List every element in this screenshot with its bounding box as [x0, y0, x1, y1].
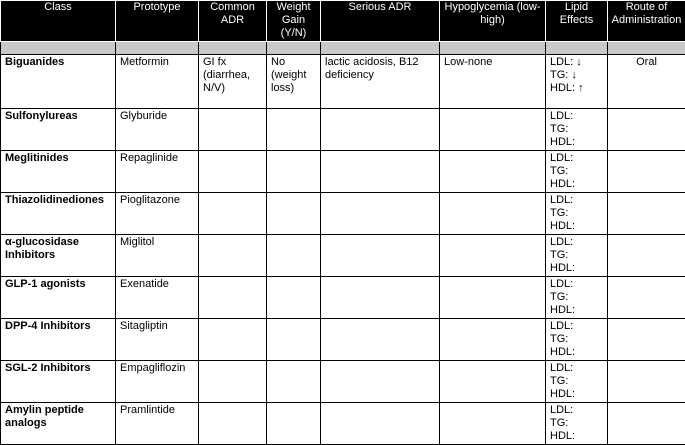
lipid-hdl-label: HDL:	[550, 262, 603, 275]
header-common-adr: Common ADR	[199, 1, 267, 42]
lipid-effects-cell	[546, 193, 608, 235]
lipid-tg-label: TG: ↓	[550, 69, 603, 82]
prototype-cell: Repaglinide	[116, 151, 199, 193]
lipid-ldl-label: LDL: ↓	[550, 56, 603, 69]
lipid-ldl-label: LDL:	[550, 362, 603, 375]
serious-adr-cell	[321, 277, 440, 319]
prototype-cell: Pramlintide	[116, 403, 199, 445]
lipid-tg-label: TG:	[550, 333, 603, 346]
header-lipid-effects: Lipid Effects	[546, 1, 608, 42]
prototype-cell: Pioglitazone	[116, 193, 199, 235]
lipid-effects-cell	[546, 277, 608, 319]
weight-gain-cell	[267, 193, 321, 235]
class-cell: Amylin peptide analogs	[1, 403, 116, 445]
lipid-tg-label: TG:	[550, 417, 603, 430]
class-cell: DPP-4 Inhibitors	[1, 319, 116, 361]
route-cell	[608, 193, 685, 235]
lipid-effects-cell	[546, 109, 608, 151]
hypoglycemia-cell	[440, 319, 546, 361]
class-cell: α-glucosidase Inhibitors	[1, 235, 116, 277]
common-adr-cell	[199, 109, 267, 151]
common-adr-cell: GI fx (diarrhea, N/V)	[199, 55, 267, 109]
prototype-cell: Empagliflozin	[116, 361, 199, 403]
table-row	[1, 277, 685, 319]
common-adr-cell	[199, 235, 267, 277]
serious-adr-cell	[321, 235, 440, 277]
serious-adr-cell	[321, 319, 440, 361]
common-adr-cell	[199, 319, 267, 361]
prototype-cell: Metformin	[116, 55, 199, 109]
class-cell: GLP-1 agonists	[1, 277, 116, 319]
lipid-effects-cell	[546, 361, 608, 403]
weight-gain-cell	[267, 151, 321, 193]
weight-gain-cell	[267, 277, 321, 319]
class-cell: Biguanides	[1, 55, 116, 109]
table-row	[1, 319, 685, 361]
route-cell	[608, 361, 685, 403]
lipid-hdl-label: HDL:	[550, 346, 603, 359]
lipid-ldl-label: LDL:	[550, 320, 603, 333]
header-hypoglycemia: Hypoglycemia (low-high)	[440, 1, 546, 42]
header-class: Class	[1, 1, 116, 42]
lipid-hdl-label: HDL:	[550, 388, 603, 401]
lipid-hdl-label: HDL:	[550, 430, 603, 443]
route-cell: Oral	[608, 55, 685, 109]
common-adr-cell	[199, 403, 267, 445]
table-row	[1, 151, 685, 193]
lipid-tg-label: TG:	[550, 165, 603, 178]
hypoglycemia-cell	[440, 193, 546, 235]
header-prototype: Prototype	[116, 1, 199, 42]
class-cell: Meglitinides	[1, 151, 116, 193]
prototype-cell: Exenatide	[116, 277, 199, 319]
route-cell	[608, 319, 685, 361]
lipid-ldl-label: LDL:	[550, 152, 603, 165]
lipid-tg-label: TG:	[550, 249, 603, 262]
serious-adr-cell	[321, 151, 440, 193]
common-adr-cell	[199, 151, 267, 193]
prototype-cell: Glyburide	[116, 109, 199, 151]
serious-adr-cell: lactic acidosis, B12 deficiency	[321, 55, 440, 109]
lipid-hdl-label: HDL:	[550, 220, 603, 233]
lipid-tg-label: TG:	[550, 123, 603, 136]
lipid-hdl-label: HDL: ↑	[550, 82, 603, 95]
table-row	[1, 55, 685, 109]
lipid-ldl-label: LDL:	[550, 404, 603, 417]
lipid-ldl-label: LDL:	[550, 278, 603, 291]
lipid-ldl-label: LDL:	[550, 236, 603, 249]
lipid-effects-cell	[546, 403, 608, 445]
serious-adr-cell	[321, 193, 440, 235]
header-weight-gain: Weight Gain (Y/N)	[267, 1, 321, 42]
hypoglycemia-cell	[440, 109, 546, 151]
header-row	[1, 1, 685, 42]
common-adr-cell	[199, 277, 267, 319]
lipid-hdl-label: HDL:	[550, 136, 603, 149]
hypoglycemia-cell: Low-none	[440, 55, 546, 109]
prototype-cell: Sitagliptin	[116, 319, 199, 361]
lipid-hdl-label: HDL:	[550, 178, 603, 191]
lipid-hdl-label: HDL:	[550, 304, 603, 317]
common-adr-cell	[199, 361, 267, 403]
weight-gain-cell	[267, 403, 321, 445]
header-serious-adr: Serious ADR	[321, 1, 440, 42]
hypoglycemia-cell	[440, 235, 546, 277]
lipid-effects-cell	[546, 55, 608, 109]
lipid-tg-label: TG:	[550, 291, 603, 304]
header-route: Route of Administration	[608, 1, 685, 42]
shaded-spacer-row	[1, 42, 685, 55]
route-cell	[608, 277, 685, 319]
weight-gain-cell	[267, 319, 321, 361]
lipid-effects-cell	[546, 235, 608, 277]
prototype-cell: Miglitol	[116, 235, 199, 277]
serious-adr-cell	[321, 361, 440, 403]
lipid-tg-label: TG:	[550, 207, 603, 220]
common-adr-cell	[199, 193, 267, 235]
table-row	[1, 403, 685, 445]
lipid-tg-label: TG:	[550, 375, 603, 388]
weight-gain-cell	[267, 235, 321, 277]
route-cell	[608, 109, 685, 151]
hypoglycemia-cell	[440, 361, 546, 403]
route-cell	[608, 235, 685, 277]
table-row	[1, 193, 685, 235]
serious-adr-cell	[321, 403, 440, 445]
lipid-effects-cell	[546, 151, 608, 193]
weight-gain-cell	[267, 109, 321, 151]
table-row	[1, 235, 685, 277]
class-cell: SGL-2 Inhibitors	[1, 361, 116, 403]
route-cell	[608, 151, 685, 193]
class-cell: Sulfonylureas	[1, 109, 116, 151]
table-row	[1, 361, 685, 403]
lipid-ldl-label: LDL:	[550, 110, 603, 123]
hypoglycemia-cell	[440, 151, 546, 193]
table-row	[1, 109, 685, 151]
hypoglycemia-cell	[440, 403, 546, 445]
lipid-ldl-label: LDL:	[550, 194, 603, 207]
class-cell: Thiazolidinediones	[1, 193, 116, 235]
serious-adr-cell	[321, 109, 440, 151]
route-cell	[608, 403, 685, 445]
lipid-effects-cell	[546, 319, 608, 361]
weight-gain-cell: No (weight loss)	[267, 55, 321, 109]
weight-gain-cell	[267, 361, 321, 403]
hypoglycemia-cell	[440, 277, 546, 319]
